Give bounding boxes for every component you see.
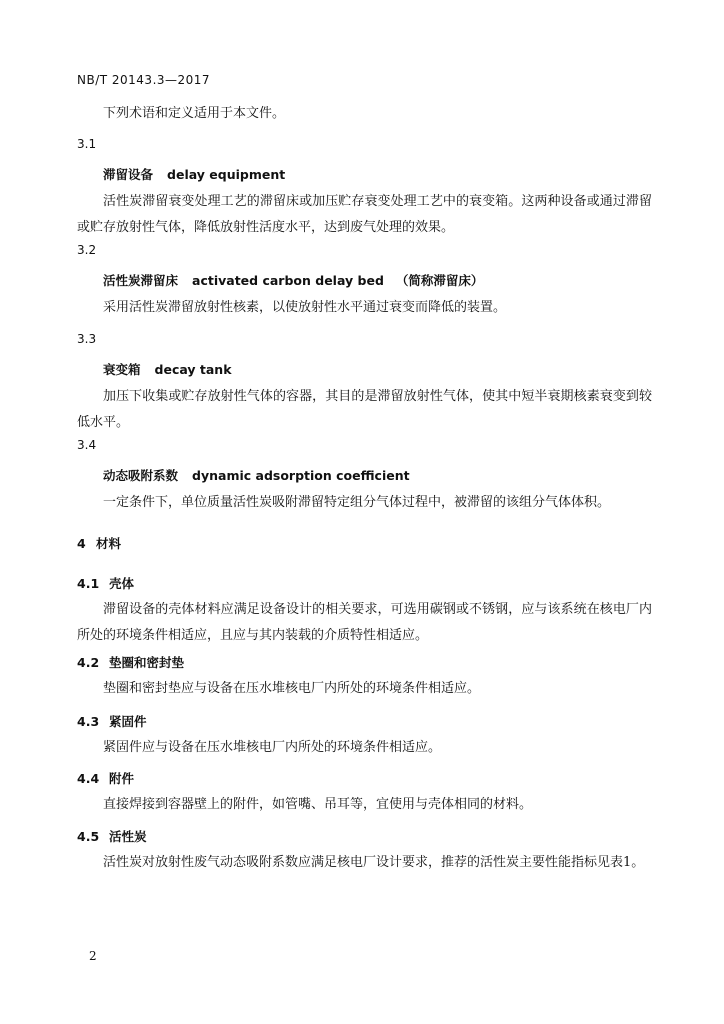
term-abbreviation: （简称滞留床） [395, 273, 484, 288]
intro-paragraph: 下列术语和定义适用于本文件。 [103, 106, 286, 121]
subsection-heading [77, 712, 147, 730]
term-en: delay equipment [167, 167, 286, 182]
subsection-text: 直接焊接到容器壁上的附件，如管嘴、吊耳等，宜使用与壳体相同的材料。 [103, 797, 533, 812]
subsection-title: 壳体 [109, 576, 135, 591]
subsection-text: 活性炭对放射性废气动态吸附系数应满足核电厂设计要求，推荐的活性炭主要性能指标见表1。 [103, 855, 645, 870]
section-heading [77, 534, 121, 552]
term-number: 3.2 [77, 243, 97, 257]
term-en: dynamic adsorption coefficient [192, 468, 410, 483]
subsection-heading [77, 574, 134, 592]
term-en: decay tank [154, 362, 232, 377]
term-definition: 活性炭滞留衰变处理工艺的滞留床或加压贮存衰变处理工艺中的衰变箱。这两种设备或通过滞留或贮存放射性气体，降低放射性活度水平，达到废气处理的效果。 [77, 194, 652, 235]
subsection-title: 垫圈和密封垫 [109, 655, 185, 670]
subsection-title: 活性炭 [109, 829, 147, 844]
subsection-number: 4.5 [77, 829, 100, 844]
term-heading [103, 271, 483, 289]
subsection-number: 4.1 [77, 576, 100, 591]
subsection-title: 附件 [109, 771, 135, 786]
page-number: 2 [89, 949, 97, 963]
term-definition: 采用活性炭滞留放射性核素，以使放射性水平通过衰变而降低的装置。 [103, 300, 507, 315]
term-heading [103, 466, 410, 484]
subsection-heading [77, 769, 134, 787]
subsection-text: 紧固件应与设备在压水堆核电厂内所处的环境条件相适应。 [103, 740, 442, 755]
subsection-heading [77, 827, 147, 845]
term-cn: 滞留设备 [103, 167, 154, 182]
subsection-text: 滞留设备的壳体材料应满足设备设计的相关要求，可选用碳钢或不锈钢，应与该系统在核电厂内所处的环境条件相适应，且应与其内装载的介质特性相适应。 [77, 602, 652, 643]
subsection-number: 4.2 [77, 655, 100, 670]
subsection-number: 4.4 [77, 771, 100, 786]
term-number: 3.1 [77, 137, 97, 151]
section-number: 4 [77, 536, 86, 551]
subsection-heading [77, 653, 184, 671]
term-definition: 加压下收集或贮存放射性气体的容器，其目的是滞留放射性气体，使其中短半衰期核素衰变到较低水平。 [77, 389, 652, 430]
subsection-number: 4.3 [77, 714, 100, 729]
term-cn: 衰变箱 [103, 362, 141, 377]
subsection-title: 紧固件 [109, 714, 147, 729]
section-title: 材料 [96, 536, 122, 551]
document-number: NB/T 20143.3—2017 [77, 73, 211, 87]
term-number: 3.3 [77, 332, 97, 346]
term-cn: 动态吸附系数 [103, 468, 179, 483]
term-number: 3.4 [77, 438, 97, 452]
term-heading [103, 360, 232, 378]
term-en: activated carbon delay bed [192, 273, 384, 288]
term-heading [103, 165, 285, 183]
term-cn: 活性炭滞留床 [103, 273, 179, 288]
term-definition: 一定条件下，单位质量活性炭吸附滞留特定组分气体过程中，被滞留的该组分气体体积。 [103, 495, 611, 510]
subsection-text: 垫圈和密封垫应与设备在压水堆核电厂内所处的环境条件相适应。 [103, 681, 481, 696]
